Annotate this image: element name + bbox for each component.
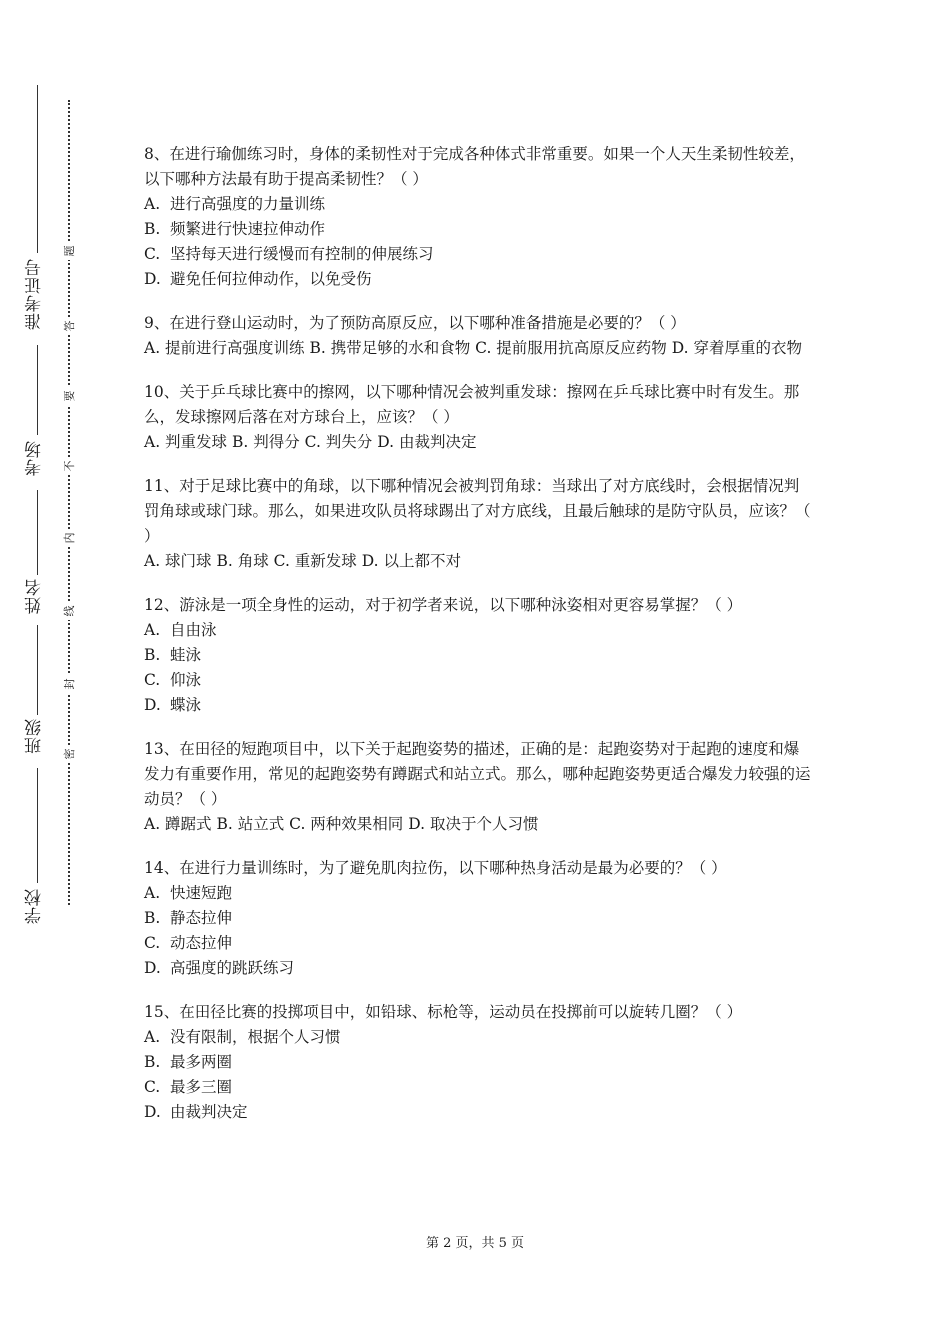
option-text: 自由泳 [170,621,217,639]
school-line [37,768,38,883]
option-c [144,931,814,956]
option-a [144,192,814,217]
option-letter: B. [144,909,161,927]
option-d [144,956,814,981]
seal-char: 线 [61,602,77,620]
option-b [144,906,814,931]
option-c [144,1075,814,1100]
option-text: 蝶泳 [170,696,202,714]
option-c [144,242,814,267]
seal-char: 答 [61,317,77,335]
question-text: 9、在进行登山运动时，为了预防高原反应，以下哪种准备措施是必要的？（ ） [144,314,686,332]
options-inline: A. 蹲踞式 B. 站立式 C. 两种效果相同 D. 取决于个人习惯 [144,815,539,833]
option-letter: A. [144,1028,161,1046]
question-text: 14、在进行力量训练时，为了避免肌肉拉伤，以下哪种热身活动是最为必要的？（ ） [144,859,727,877]
option-letter: A. [144,621,161,639]
seal-char: 要 [61,387,77,405]
option-letter: C. [144,934,161,952]
option-b [144,217,814,242]
option-text: 频繁进行快速拉伸动作 [170,220,326,238]
question-text: 11、对于足球比赛中的角球，以下哪种情况会被判罚角球：当球出了对方底线时，会根据情况判罚角球或球门球。那么，如果进攻队员将球踢出了对方底线，且最后触球的是防守队员，应该？（ ） [144,477,811,545]
exam-no-label: 准考证号 [25,258,45,330]
option-text: 最多两圈 [170,1053,233,1071]
seal-char: 密 [61,745,77,763]
exam-no-line [37,85,38,253]
option-letter: C. [144,245,161,263]
option-text: 进行高强度的力量训练 [170,195,326,213]
option-text: 坚持每天进行缓慢而有控制的伸展练习 [170,245,434,263]
option-a [144,618,814,643]
seal-char: 内 [61,529,77,547]
option-letter: D. [144,696,161,714]
option-text: 动态拉伸 [170,934,233,952]
name-label: 姓名 [25,578,45,614]
question-list [144,142,814,1144]
option-text: 避免任何拉伸动作，以免受伤 [170,270,372,288]
question-11 [144,474,814,574]
question-text: 12、游泳是一项全身性的运动，对于初学者来说，以下哪种泳姿相对更容易掌握？（ ） [144,596,743,614]
question-10 [144,380,814,455]
option-letter: B. [144,1053,161,1071]
question-text: 10、关于乒乓球比赛中的擦网，以下哪种情况会被判重发球：擦网在乒乓球比赛中时有发生。那么，发球擦网后落在对方球台上，应该？（ ） [144,383,800,426]
option-letter: A. [144,884,161,902]
option-text: 静态拉伸 [170,909,233,927]
question-text: 8、在进行瑜伽练习时，身体的柔韧性对于完成各种体式非常重要。如果一个人天生柔韧性较差，以下哪种方法最有助于提高柔韧性？（ ） [144,145,805,188]
options-inline: A. 球门球 B. 角球 C. 重新发球 D. 以上都不对 [144,552,461,570]
option-letter: B. [144,646,161,664]
option-letter: A. [144,195,161,213]
question-text: 13、在田径的短跑项目中，以下关于起跑姿势的描述，正确的是：起跑姿势对于起跑的速度和爆发力有重要作用，常见的起跑姿势有蹲踞式和站立式。那么，哪种起跑姿势更适合爆发力较强的运动员？（ ） [144,740,811,808]
seal-dotted-line [68,100,70,905]
question-12 [144,593,814,718]
options-inline: A. 提前进行高强度训练 B. 携带足够的水和食物 C. 提前服用抗高原反应药物 D. 穿着厚重的衣物 [144,339,802,357]
option-text: 高强度的跳跃练习 [170,959,295,977]
option-text: 快速短跑 [170,884,233,902]
page-footer: 第 2 页，共 5 页 [425,1236,525,1251]
option-letter: D. [144,270,161,288]
option-text: 仰泳 [170,671,202,689]
options-inline: A. 判重发球 B. 判得分 C. 判失分 D. 由裁判决定 [144,433,477,451]
option-text: 蛙泳 [170,646,202,664]
exam-room-label: 考场 [25,440,45,476]
exam-room-line [37,345,38,435]
question-8 [144,142,814,292]
question-9 [144,311,814,361]
option-letter: D. [144,959,161,977]
option-a [144,1025,814,1050]
question-text: 15、在田径比赛的投掷项目中，如铅球、标枪等，运动员在投掷前可以旋转几圈？（ ） [144,1003,743,1021]
option-text: 没有限制，根据个人习惯 [170,1028,341,1046]
seal-char: 不 [61,457,77,475]
name-line [37,490,38,575]
option-d [144,693,814,718]
seal-char: 题 [61,242,77,260]
option-d [144,1100,814,1125]
option-text: 由裁判决定 [170,1103,248,1121]
option-c [144,668,814,693]
option-letter: D. [144,1103,161,1121]
question-14 [144,856,814,981]
option-b [144,1050,814,1075]
option-letter: C. [144,1078,161,1096]
class-line [37,625,38,715]
option-b [144,643,814,668]
class-label: 班级 [25,718,45,754]
option-a [144,881,814,906]
option-text: 最多三圈 [170,1078,233,1096]
seal-char: 封 [61,675,77,693]
school-label: 学校 [25,888,45,924]
question-15 [144,1000,814,1125]
question-13 [144,737,814,837]
option-letter: B. [144,220,161,238]
option-d [144,267,814,292]
option-letter: C. [144,671,161,689]
